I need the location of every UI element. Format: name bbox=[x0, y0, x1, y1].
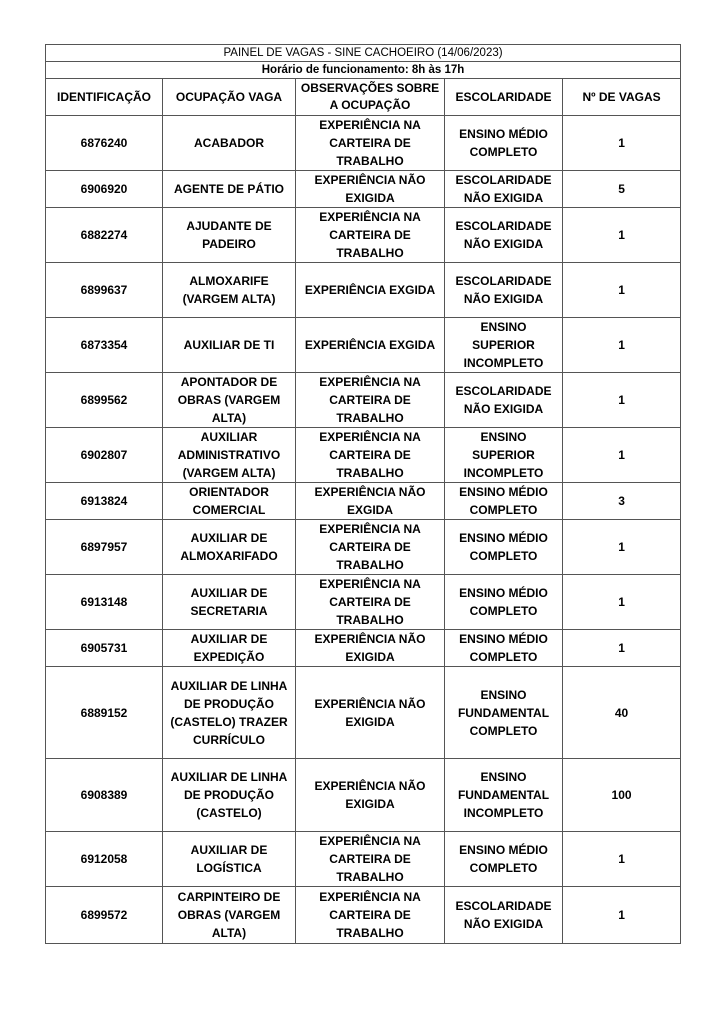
cell-escolaridade: ENSINO MÉDIO COMPLETO bbox=[445, 832, 563, 887]
cell-escolaridade: ESCOLARIDADE NÃO EXIGIDA bbox=[445, 263, 563, 318]
table-row bbox=[46, 575, 681, 630]
opening-hours: Horário de funcionamento: 8h às 17h bbox=[46, 62, 681, 79]
table-row bbox=[46, 759, 681, 832]
cell-observacoes: EXPERIÊNCIA NA CARTEIRA DE TRABALHO bbox=[296, 832, 445, 887]
cell-vagas: 5 bbox=[563, 171, 681, 208]
cell-vagas: 1 bbox=[563, 208, 681, 263]
header-vagas: Nº DE VAGAS bbox=[563, 79, 681, 116]
cell-vagas: 1 bbox=[563, 428, 681, 483]
cell-identificacao: 6908389 bbox=[46, 759, 163, 832]
cell-observacoes: EXPERIÊNCIA NA CARTEIRA DE TRABALHO bbox=[296, 208, 445, 263]
cell-identificacao: 6905731 bbox=[46, 630, 163, 667]
cell-identificacao: 6873354 bbox=[46, 318, 163, 373]
cell-ocupacao: ALMOXARIFE (VARGEM ALTA) bbox=[163, 263, 296, 318]
cell-vagas: 1 bbox=[563, 373, 681, 428]
title-row bbox=[46, 45, 681, 62]
cell-vagas: 100 bbox=[563, 759, 681, 832]
hours-row bbox=[46, 62, 681, 79]
cell-observacoes: EXPERIÊNCIA NÃO EXIGIDA bbox=[296, 667, 445, 759]
cell-identificacao: 6913148 bbox=[46, 575, 163, 630]
cell-observacoes: EXPERIÊNCIA NA CARTEIRA DE TRABALHO bbox=[296, 887, 445, 944]
cell-observacoes: EXPERIÊNCIA NA CARTEIRA DE TRABALHO bbox=[296, 428, 445, 483]
cell-escolaridade: ENSINO MÉDIO COMPLETO bbox=[445, 575, 563, 630]
cell-ocupacao: APONTADOR DE OBRAS (VARGEM ALTA) bbox=[163, 373, 296, 428]
cell-identificacao: 6889152 bbox=[46, 667, 163, 759]
cell-escolaridade: ESCOLARIDADE NÃO EXIGIDA bbox=[445, 208, 563, 263]
cell-ocupacao: AUXILIAR ADMINISTRATIVO (VARGEM ALTA) bbox=[163, 428, 296, 483]
cell-identificacao: 6897957 bbox=[46, 520, 163, 575]
table-row bbox=[46, 887, 681, 944]
cell-escolaridade: ENSINO MÉDIO COMPLETO bbox=[445, 483, 563, 520]
cell-escolaridade: ENSINO MÉDIO COMPLETO bbox=[445, 116, 563, 171]
table-row bbox=[46, 208, 681, 263]
cell-ocupacao: ACABADOR bbox=[163, 116, 296, 171]
cell-vagas: 3 bbox=[563, 483, 681, 520]
header-identificacao: IDENTIFICAÇÃO bbox=[46, 79, 163, 116]
header-escolaridade: ESCOLARIDADE bbox=[445, 79, 563, 116]
cell-vagas: 1 bbox=[563, 832, 681, 887]
cell-vagas: 1 bbox=[563, 263, 681, 318]
cell-ocupacao: CARPINTEIRO DE OBRAS (VARGEM ALTA) bbox=[163, 887, 296, 944]
cell-ocupacao: AUXILIAR DE ALMOXARIFADO bbox=[163, 520, 296, 575]
cell-escolaridade: ENSINO MÉDIO COMPLETO bbox=[445, 520, 563, 575]
header-ocupacao: OCUPAÇÃO VAGA bbox=[163, 79, 296, 116]
cell-ocupacao: AUXILIAR DE LINHA DE PRODUÇÃO (CASTELO) TRAZER CURRÍCULO bbox=[163, 667, 296, 759]
cell-observacoes: EXPERIÊNCIA NÃO EXGIDA bbox=[296, 483, 445, 520]
cell-escolaridade: ESCOLARIDADE NÃO EXIGIDA bbox=[445, 171, 563, 208]
table-row bbox=[46, 263, 681, 318]
cell-vagas: 40 bbox=[563, 667, 681, 759]
table-row bbox=[46, 171, 681, 208]
table-row bbox=[46, 116, 681, 171]
table-row bbox=[46, 630, 681, 667]
cell-escolaridade: ENSINO FUNDAMENTAL COMPLETO bbox=[445, 667, 563, 759]
table-row bbox=[46, 483, 681, 520]
table-row bbox=[46, 373, 681, 428]
column-headers bbox=[46, 79, 681, 116]
cell-observacoes: EXPERIÊNCIA NA CARTEIRA DE TRABALHO bbox=[296, 373, 445, 428]
cell-ocupacao: AUXILIAR DE TI bbox=[163, 318, 296, 373]
cell-escolaridade: ENSINO MÉDIO COMPLETO bbox=[445, 630, 563, 667]
cell-vagas: 1 bbox=[563, 575, 681, 630]
cell-identificacao: 6912058 bbox=[46, 832, 163, 887]
cell-identificacao: 6899572 bbox=[46, 887, 163, 944]
cell-vagas: 1 bbox=[563, 520, 681, 575]
cell-observacoes: EXPERIÊNCIA NA CARTEIRA DE TRABALHO bbox=[296, 575, 445, 630]
cell-escolaridade: ENSINO SUPERIOR INCOMPLETO bbox=[445, 318, 563, 373]
cell-observacoes: EXPERIÊNCIA EXGIDA bbox=[296, 318, 445, 373]
cell-observacoes: EXPERIÊNCIA NA CARTEIRA DE TRABALHO bbox=[296, 116, 445, 171]
cell-observacoes: EXPERIÊNCIA EXGIDA bbox=[296, 263, 445, 318]
cell-ocupacao: AGENTE DE PÁTIO bbox=[163, 171, 296, 208]
cell-observacoes: EXPERIÊNCIA NÃO EXIGIDA bbox=[296, 759, 445, 832]
table-row bbox=[46, 428, 681, 483]
cell-escolaridade: ESCOLARIDADE NÃO EXIGIDA bbox=[445, 887, 563, 944]
page-title: PAINEL DE VAGAS - SINE CACHOEIRO (14/06/2023) bbox=[46, 45, 681, 62]
table-row bbox=[46, 667, 681, 759]
cell-ocupacao: AUXILIAR DE LOGÍSTICA bbox=[163, 832, 296, 887]
cell-ocupacao: AUXILIAR DE EXPEDIÇÃO bbox=[163, 630, 296, 667]
cell-escolaridade: ENSINO FUNDAMENTAL INCOMPLETO bbox=[445, 759, 563, 832]
header-observacoes: OBSERVAÇÕES SOBRE A OCUPAÇÃO bbox=[296, 79, 445, 116]
cell-vagas: 1 bbox=[563, 630, 681, 667]
table-row bbox=[46, 832, 681, 887]
cell-observacoes: EXPERIÊNCIA NÃO EXIGIDA bbox=[296, 171, 445, 208]
cell-identificacao: 6899637 bbox=[46, 263, 163, 318]
cell-vagas: 1 bbox=[563, 887, 681, 944]
cell-ocupacao: AUXILIAR DE SECRETARIA bbox=[163, 575, 296, 630]
cell-ocupacao: ORIENTADOR COMERCIAL bbox=[163, 483, 296, 520]
cell-ocupacao: AJUDANTE DE PADEIRO bbox=[163, 208, 296, 263]
cell-vagas: 1 bbox=[563, 116, 681, 171]
table-row bbox=[46, 520, 681, 575]
cell-identificacao: 6876240 bbox=[46, 116, 163, 171]
cell-observacoes: EXPERIÊNCIA NÃO EXIGIDA bbox=[296, 630, 445, 667]
table-row bbox=[46, 318, 681, 373]
cell-ocupacao: AUXILIAR DE LINHA DE PRODUÇÃO (CASTELO) bbox=[163, 759, 296, 832]
cell-identificacao: 6906920 bbox=[46, 171, 163, 208]
cell-observacoes: EXPERIÊNCIA NA CARTEIRA DE TRABALHO bbox=[296, 520, 445, 575]
cell-identificacao: 6882274 bbox=[46, 208, 163, 263]
cell-escolaridade: ESCOLARIDADE NÃO EXIGIDA bbox=[445, 373, 563, 428]
cell-identificacao: 6902807 bbox=[46, 428, 163, 483]
cell-vagas: 1 bbox=[563, 318, 681, 373]
cell-identificacao: 6899562 bbox=[46, 373, 163, 428]
cell-identificacao: 6913824 bbox=[46, 483, 163, 520]
job-vacancies-table bbox=[45, 44, 681, 944]
cell-escolaridade: ENSINO SUPERIOR INCOMPLETO bbox=[445, 428, 563, 483]
